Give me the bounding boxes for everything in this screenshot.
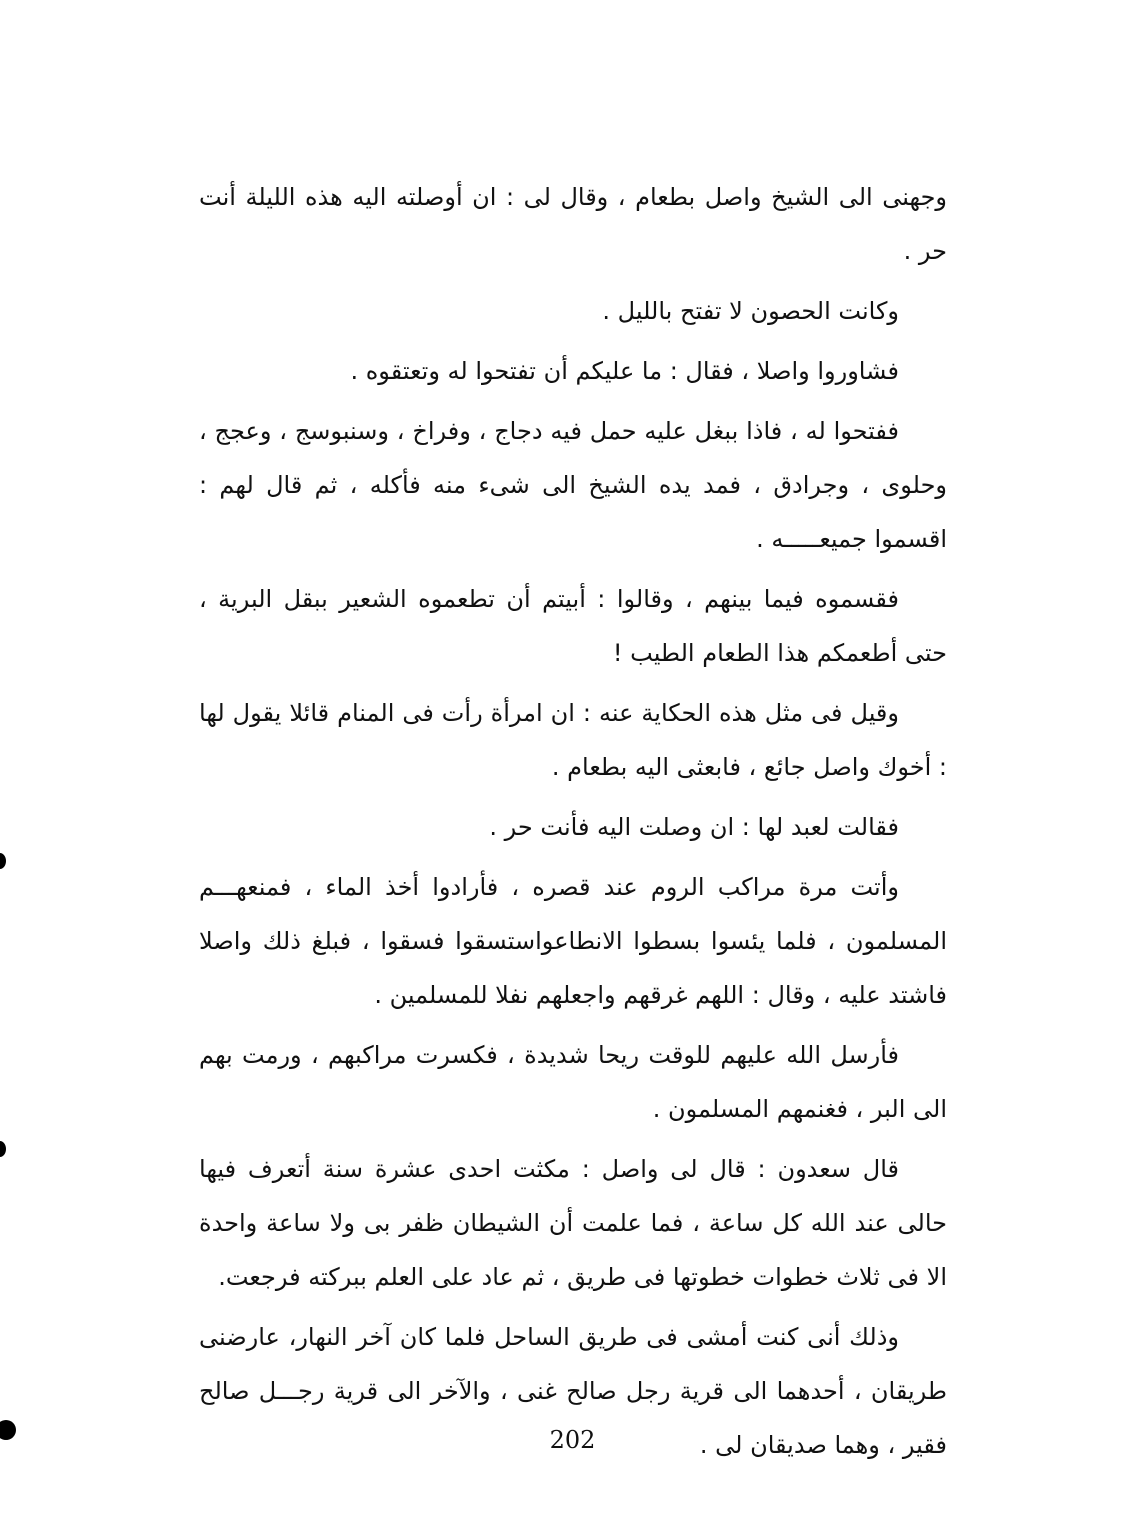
paragraph-10: قال سعدون : قال لى واصل : مكثت احدى عشرة سنة أتعرف فيها حالى عند الله كل ساعة ، فما علمت أن الشيطان ظفر بى ولا ساعة واحدة الا فى ثلاث خطوات خطوتها فى طريق ، ثم عاد على العلم ببركته فرجعت. [199,1155,947,1291]
paragraph-11: وذلك أنى كنت أمشى فى طريق الساحل فلما كان آخر النهار، عارضنى طريقان ، أحدهما الى قرية رجل صالح غنى ، والآخر الى قرية رجـــل صالح فقير ، وهما صديقان لى . [199,1323,947,1459]
paragraph-9: فأرسل الله عليهم للوقت ريحا شديدة ، فكسرت مراكبهم ، ورمت بهم الى البر ، فغنمهم المسلمون . [199,1041,947,1123]
paragraph-8: وأتت مرة مراكب الروم عند قصره ، فأرادوا أخذ الماء ، فمنعهـــم المسلمون ، فلما يئسوا بسطوا الانطاعواستسقوا فسقوا ، فبلغ ذلك واصلا فاشتد عليه ، وقال : اللهم غرقهم واجعلهم نفلا للمسلمين . [199,873,947,1009]
binder-hole-mark [0,1141,6,1157]
paragraph-5: فقسموه فيما بينهم ، وقالوا : أبيتم أن تطعموه الشعير ببقل البرية ، حتى أطعمكم هذا الطعام الطيب ! [199,585,947,667]
binder-hole-mark [0,853,6,869]
page-body [199,170,947,1478]
page-number: 202 [549,1426,596,1454]
paragraph-2: وكانت الحصون لا تفتح بالليل . [602,297,899,325]
paragraph-1: وجهنى الى الشيخ واصل بطعام ، وقال لى : ان أوصلته اليه هذه الليلة أنت حر . [199,183,947,265]
paragraph-4: ففتحوا له ، فاذا ببغل عليه حمل فيه دجاج ، وفراخ ، وسنبوسج ، وعجج ، وحلوى ، وجرادق ، فمد يده الشيخ الى شىء منه فأكله ، ثم قال لهم : اقسموا جميعـــــه . [199,417,947,553]
paragraph-3: فشاوروا واصلا ، فقال : ما عليكم أن تفتحوا له وتعتقوه . [350,357,899,385]
paragraph-7: فقالت لعبد لها : ان وصلت اليه فأنت حر . [489,813,899,841]
paragraph-6: وقيل فى مثل هذه الحكاية عنه : ان امرأة رأت فى المنام قائلا يقول لها : أخوك واصل جائع ، فابعثى اليه بطعام . [199,699,947,781]
